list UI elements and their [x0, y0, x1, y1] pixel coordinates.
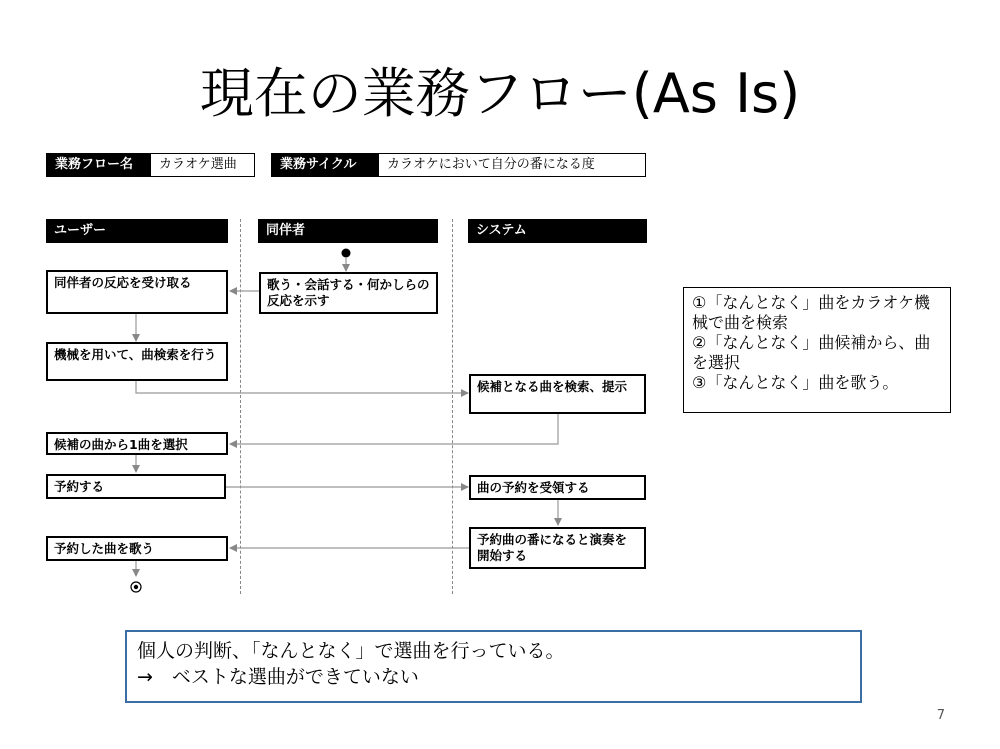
lane-header-companion: 同伴者: [258, 219, 438, 243]
note-line: ②「なんとなく」曲候補から、曲: [692, 333, 931, 352]
slide-title: 現在の業務フロー(As Is): [199, 62, 801, 125]
flow-name-label: 業務フロー名: [46, 153, 150, 177]
cycle-value: カラオケにおいて自分の番になる度: [378, 153, 646, 177]
node-search-present: 候補となる曲を検索、提示: [469, 374, 646, 414]
node-reserve: 予約する: [46, 474, 226, 499]
node-sing-reserved: 予約した曲を歌う: [46, 536, 228, 561]
summary-line-1: 個人の判断、「なんとなく」で選曲を行っている。: [137, 640, 565, 662]
note-line: を選択: [692, 353, 741, 372]
arrow-present-to-select: [230, 413, 558, 444]
node-start-playback: 予約曲の番になると演奏を開始する: [469, 527, 646, 569]
page-number: 7: [936, 708, 945, 723]
start-node: [342, 249, 351, 258]
lane-header-system: システム: [468, 219, 647, 243]
node-accept-reservation: 曲の予約を受領する: [469, 475, 646, 500]
note-line: ③「なんとなく」曲を歌う。: [692, 373, 899, 392]
node-sing-talk: 歌う・会話する・何かしらの反応を示す: [259, 272, 438, 314]
summary-line-2: → ベストな選曲ができていない: [137, 666, 419, 688]
node-search-with-machine: 機械を用いて、曲検索を行う: [46, 342, 228, 381]
node-receive-reaction: 同伴者の反応を受け取る: [46, 270, 228, 314]
summary-box: [125, 630, 862, 703]
cycle-label: 業務サイクル: [271, 153, 378, 177]
flow-name-value: カラオケ選曲: [150, 153, 255, 177]
lane-header-user: ユーザー: [46, 219, 228, 243]
note-box: [683, 287, 951, 413]
note-line: ①「なんとなく」曲をカラオケ機: [692, 293, 931, 312]
note-line: 械で曲を検索: [692, 313, 789, 332]
node-select-one: 候補の曲から1曲を選択: [46, 432, 228, 455]
arrow-search-to-present: [136, 380, 468, 393]
